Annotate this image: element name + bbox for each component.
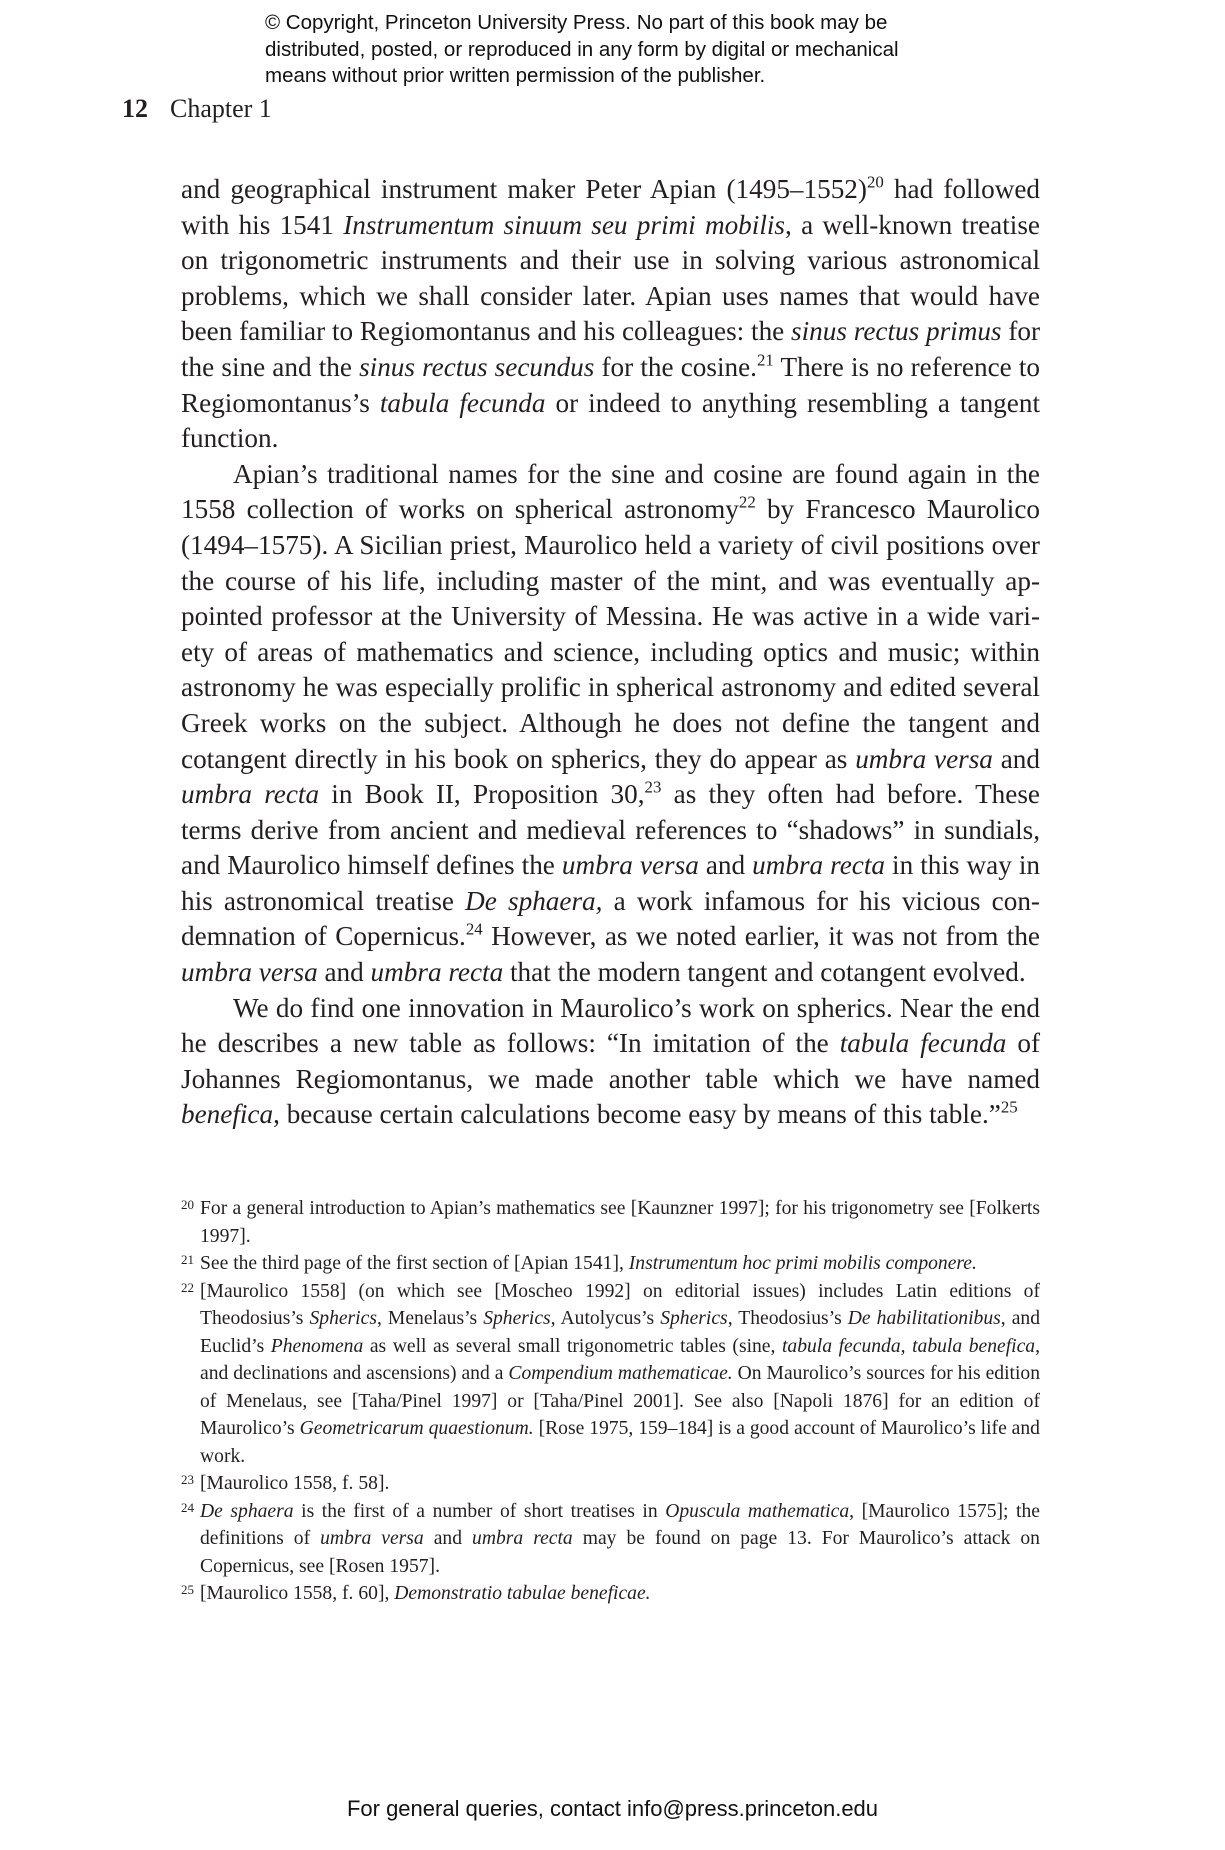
footnote-number: 22 (181, 1279, 194, 1295)
footnote-ref-25[interactable]: 25 (1000, 1097, 1018, 1117)
footnote-22: 22 [Maurolico 1558] (on which see [Moscheo 1992] on editorial issues) includes Latin editions of Theodosius’s Spherics, Menelaus’s Spherics, Autolycus’s Spherics, Theodosius’s De habilitationibus, and Euclid’s Phenomena as well as several small trigonometric tables (sine, tabula fecunda, tabula benefica, and declinations and ascensions) and a Compendium mathematicae. On Maurolico’s sources for his edition of Menelaus, see [Taha/Pinel 1997] or [Taha/Pinel 2001]. See also [Napoli 1876] for an edition of Maurolico’s Geometricarum quaestionum. [Rose 1975, 159–184] is a good account of Maurolico’s life and work. (181, 1279, 1041, 1467)
chapter-label: Chapter 1 (170, 94, 272, 123)
footnote-ref-20[interactable]: 20 (866, 172, 884, 192)
copyright-line: © Copyright, Princeton University Press. No part of this book may be (265, 11, 888, 34)
footnote-20: 20 For a general introduction to Apian’s mathematics see [Kaunzner 1997]; for his trigonometry see [Folkerts 1997]. (181, 1197, 1040, 1247)
paragraph-3: We do find one innovation in Maurolico’s work on spherics. Near the end he describes a new table as follows: “In imitation of the tabula fecunda of Johannes Regiomontanus, we made another table which we have named benefica, because certain calculations become easy by means of this table.”$^{25}$ (181, 992, 1040, 1130)
footnote-23: 23 [Maurolico 1558, f. 58]. (181, 1472, 390, 1494)
running-head (122, 92, 272, 126)
footnote-24: 24 De sphaera is the first of a number of short treatises in Opuscula mathematica, [Maurolico 1575]; the definitions of umbra versa and umbra recta may be found on page 13. For Maurolico’s attack on Copernicus, see [Rosen 1957]. (181, 1499, 1040, 1577)
copyright-notice (265, 10, 985, 90)
footnote-ref-21[interactable]: 21 (756, 350, 774, 370)
paragraph-2: Apian’s traditional names for the sine and cosine are found again in the 1558 collection of works on spherical astronomy$^{22}$ by Francesco Maurolico (1494–1575). A Sicilian priest, Maurolico held a variety of civil positions over the course of his life, including master of the mint, and was eventually appointed professor at the University of Messina. He was active in a wide variety of areas of mathematics and science, including optics and music; within astronomy he was especially prolific in spherical astronomy and edited several Greek works on the subject. Although he does not define the tangent and cotangent directly in his book on spherics, they do appear as umbra versa and umbra recta in Book II, Proposition 30,23 as they often had before. These terms derive from ancient and medieval references to “shadows” in sundials, and Maurolico himself defines the umbra versa and umbra recta in this way in his astronomical treatise De sphaera, a work infamous for his vicious condemnation of Copernicus.$^{24}$ However, as we noted earlier, it was not from the umbra versa and umbra recta that the modern tangent and cotangent evolved. (181, 458, 1040, 988)
copyright-line: distributed, posted, or reproduced in any form by digital or mechanical (265, 37, 899, 61)
footnote-25: 25 [Maurolico 1558, f. 60], Demonstratio tabulae beneficae. (181, 1582, 651, 1604)
paragraph-1: and geographical instrument maker Peter Apian (1495–1552)$^{20}$ had followed with his 1541 Instrumentum sinuum seu primi mobilis, a well-known treatise on trigonometric instruments and their use in solving various astronomical problems, which we shall consider later. Apian uses names that would have been familiar to Regiomontanus and his colleagues: the sinus rectus primus for the sine and the sinus rectus secundus for the cosine.$^{21}$ There is no reference to Regiomontanus’s tabula fecunda or indeed to anything resembling a tangent function. (181, 172, 1041, 454)
footnote-number: 21 (181, 1252, 194, 1267)
footnote-number: 23 (181, 1472, 194, 1487)
footnote-number: 20 (181, 1197, 194, 1212)
footnote-number: 24 (181, 1499, 194, 1515)
footnotes (181, 1195, 1040, 1608)
footnote-ref-23[interactable]: 23 (644, 777, 662, 797)
footer-contact: For general queries, contact info@press.princeton.edu (346, 1796, 879, 1821)
copyright-line: means without prior written permission of the publisher. (265, 64, 766, 87)
footnote-ref-24[interactable]: 24 (465, 920, 483, 940)
footnote-ref-22[interactable]: 22 (738, 492, 756, 512)
footnote-21: 21 See the third page of the first section of [Apian 1541], Instrumentum hoc primi mobilis componere. (181, 1252, 977, 1274)
footnote-number: 25 (181, 1582, 194, 1597)
page-number: 12 (122, 94, 148, 123)
main-text (181, 172, 1040, 1133)
